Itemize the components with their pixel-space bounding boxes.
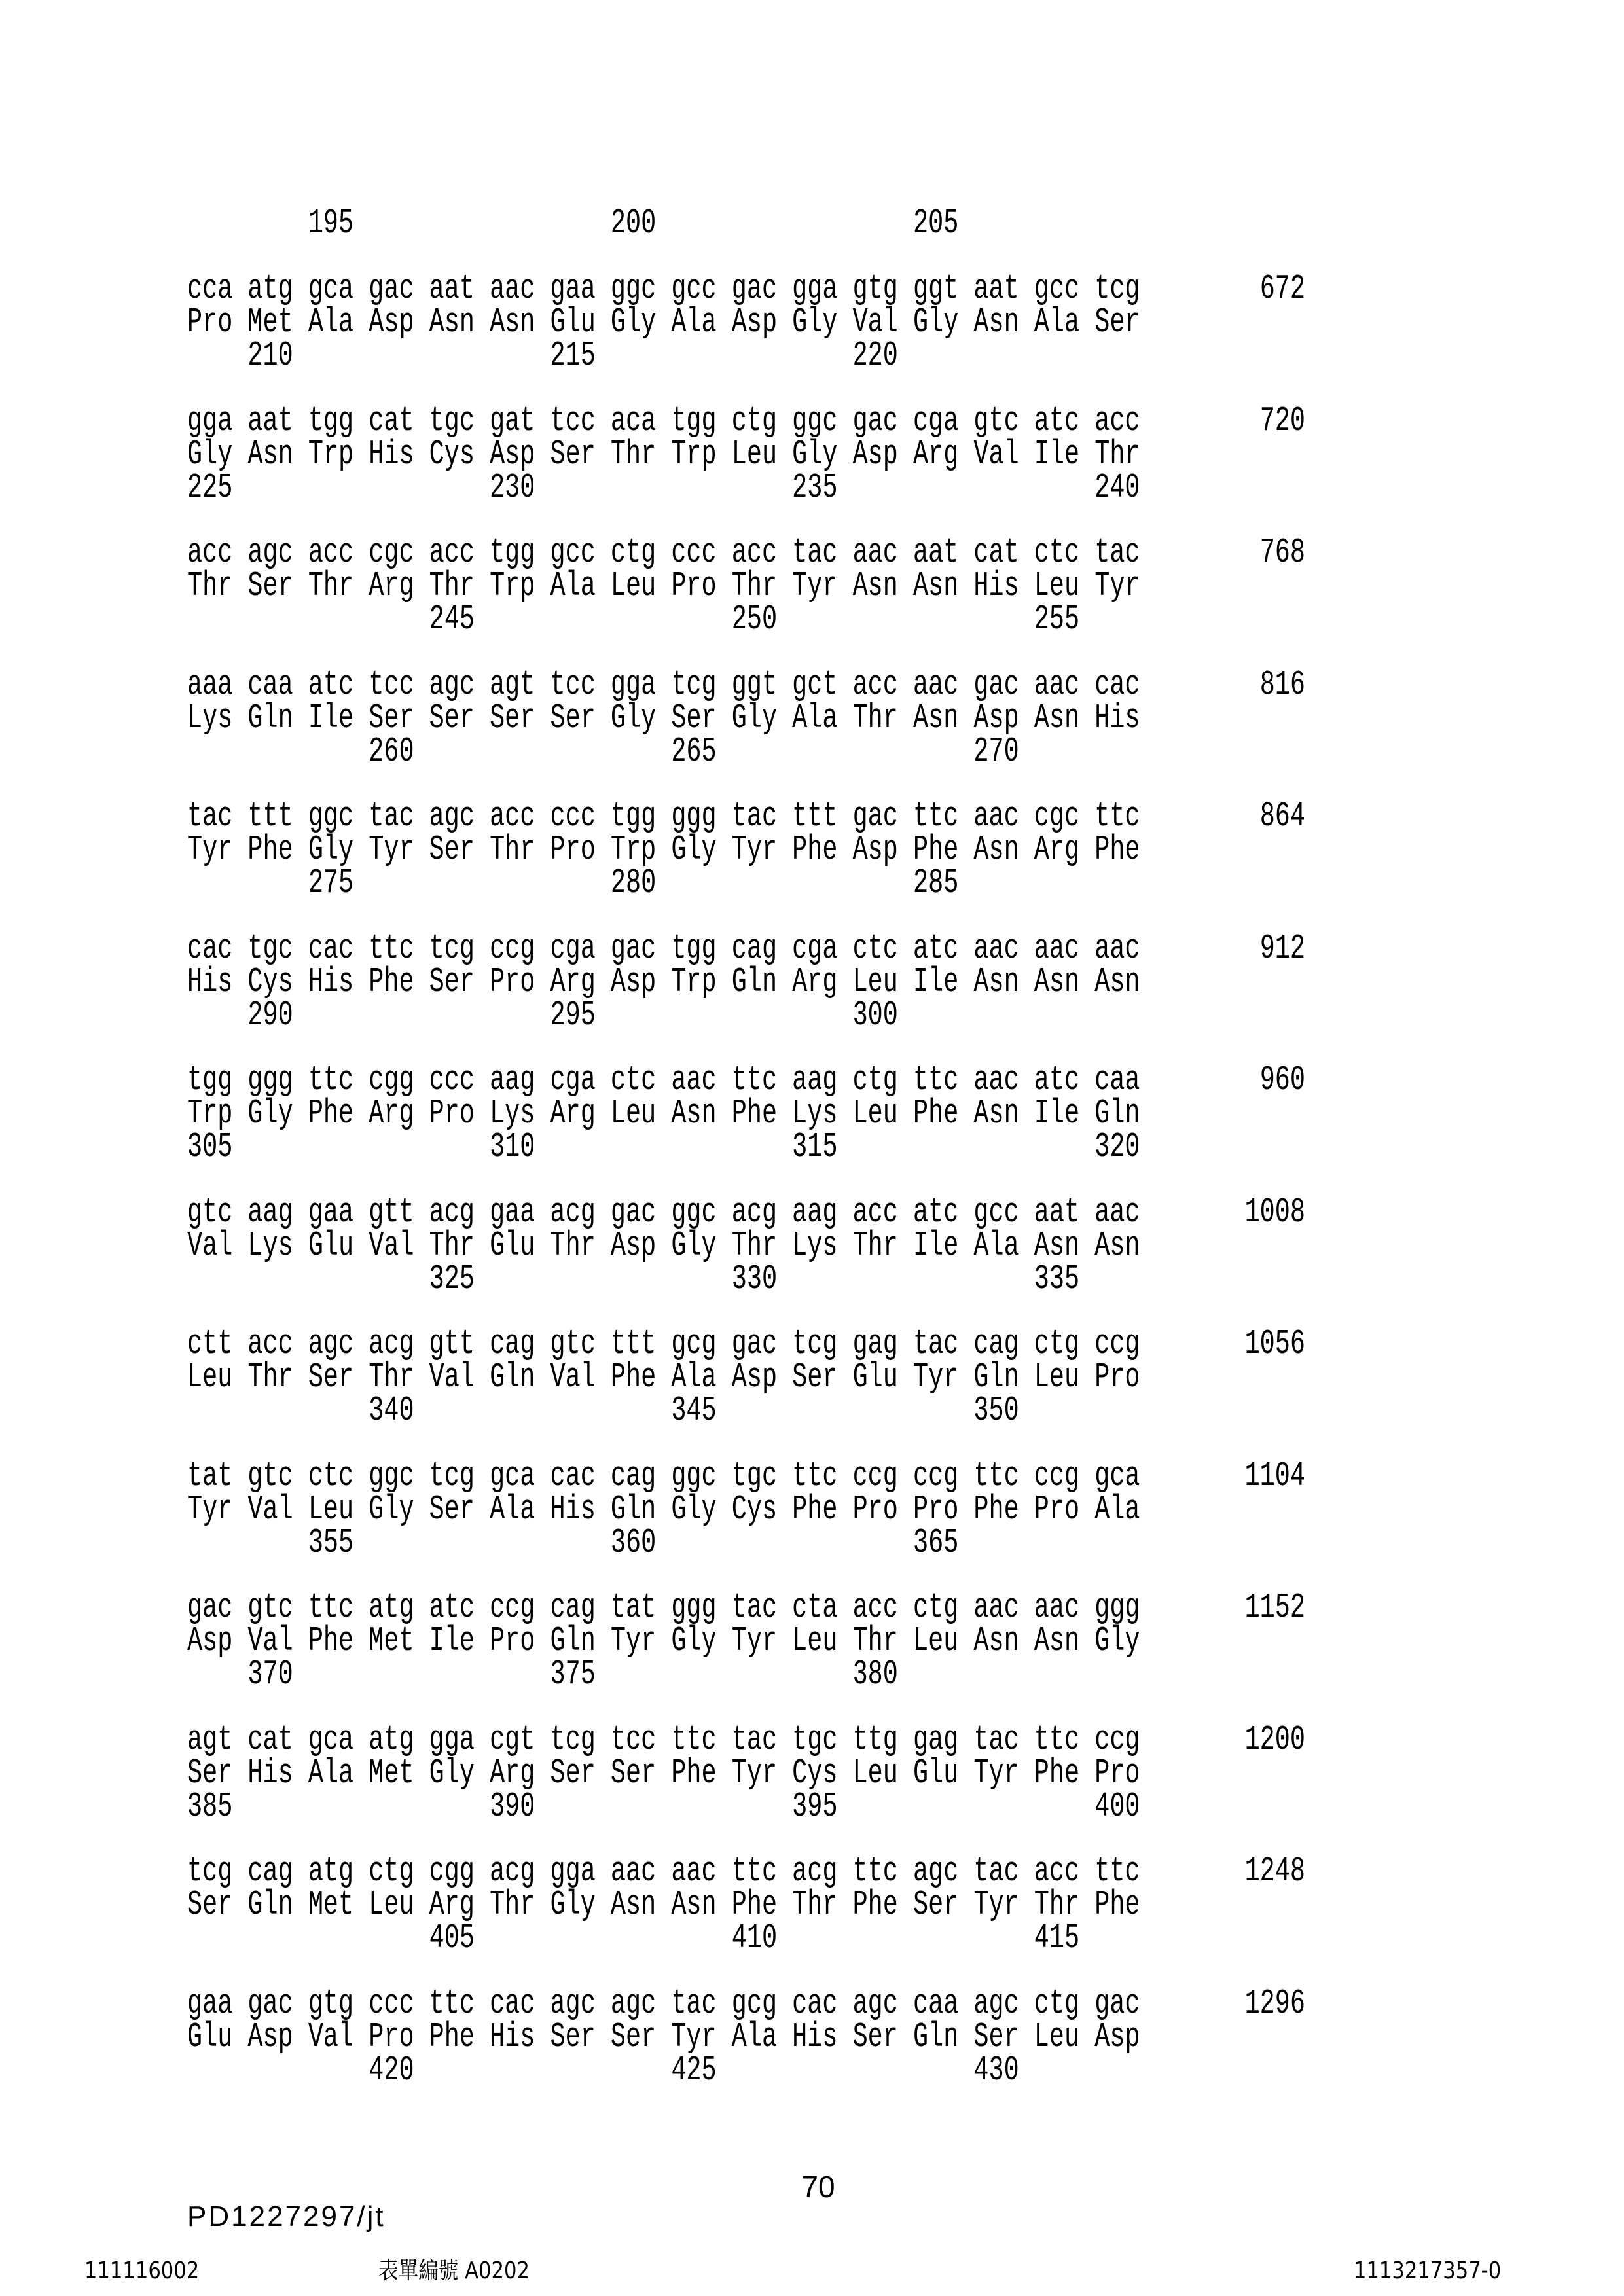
nucleotide-count: 912 bbox=[1259, 928, 1305, 969]
amino-acid-line: His Cys His Phe Ser Pro Arg Asp Trp Gln Arg Leu Ile Asn Asn Asn bbox=[187, 961, 1140, 1002]
residue-position-line: 355 360 365 bbox=[187, 1522, 959, 1563]
amino-acid-line: Tyr Val Leu Gly Ser Ala His Gln Gly Cys Phe Pro Pro Phe Pro Ala bbox=[187, 1489, 1140, 1530]
residue-position-line: 385 390 395 400 bbox=[187, 1786, 1140, 1827]
nucleotide-line: acc agc acc cgc acc tgg gcc ctg ccc acc tac aac aat cat ctc tac bbox=[187, 532, 1140, 573]
nucleotide-count: 816 bbox=[1259, 664, 1305, 705]
residue-position-line: 420 425 430 bbox=[187, 2050, 1019, 2090]
nucleotide-count: 1152 bbox=[1244, 1587, 1305, 1628]
header-position-numbers: 195 200 205 bbox=[187, 203, 959, 243]
nucleotide-count: 672 bbox=[1259, 268, 1305, 309]
amino-acid-line: Ser His Ala Met Gly Arg Ser Ser Phe Tyr Cys Leu Glu Tyr Phe Pro bbox=[187, 1753, 1140, 1793]
amino-acid-line: Trp Gly Phe Arg Pro Lys Arg Leu Asn Phe Lys Leu Phe Asn Ile Gln bbox=[187, 1093, 1140, 1134]
nucleotide-line: aaa caa atc tcc agc agt tcc gga tcg ggt gct acc aac gac aac cac bbox=[187, 664, 1140, 705]
nucleotide-line: gtc aag gaa gtt acg gaa acg gac ggc acg aag acc atc gcc aat aac bbox=[187, 1192, 1140, 1232]
amino-acid-line: Thr Ser Thr Arg Thr Trp Ala Leu Pro Thr Tyr Asn Asn His Leu Tyr bbox=[187, 565, 1140, 606]
nucleotide-count: 1008 bbox=[1244, 1192, 1305, 1232]
residue-position-line: 370 375 380 bbox=[187, 1654, 898, 1695]
nucleotide-count: 1296 bbox=[1244, 1983, 1305, 2024]
nucleotide-count: 1056 bbox=[1244, 1323, 1305, 1364]
nucleotide-count: 1200 bbox=[1244, 1719, 1305, 1760]
nucleotide-line: tcg cag atg ctg cgg acg gga aac aac ttc acg ttc agc tac acc ttc bbox=[187, 1851, 1140, 1892]
nucleotide-line: gac gtc ttc atg atc ccg cag tat ggg tac cta acc ctg aac aac ggg bbox=[187, 1587, 1140, 1628]
residue-position-line: 210 215 220 bbox=[187, 335, 898, 376]
footer-right-code: 1113217357-0 bbox=[1354, 2257, 1502, 2284]
amino-acid-line: Gly Asn Trp His Cys Asp Ser Thr Trp Leu Gly Asp Arg Val Ile Thr bbox=[187, 434, 1140, 475]
footer-left-code: 111116002 bbox=[84, 2257, 200, 2284]
nucleotide-count: 864 bbox=[1259, 796, 1305, 836]
page-number: 70 bbox=[801, 2170, 835, 2204]
residue-position-line: 405 410 415 bbox=[187, 1918, 1080, 1958]
amino-acid-line: Lys Gln Ile Ser Ser Ser Ser Gly Ser Gly Ala Thr Asn Asp Asn His bbox=[187, 698, 1140, 738]
amino-acid-line: Leu Thr Ser Thr Val Gln Val Phe Ala Asp Ser Glu Tyr Gln Leu Pro bbox=[187, 1357, 1140, 1397]
amino-acid-line: Val Lys Glu Val Thr Glu Thr Asp Gly Thr Lys Thr Ile Ala Asn Asn bbox=[187, 1225, 1140, 1266]
nucleotide-line: agt cat gca atg gga cgt tcg tcc ttc tac tgc ttg gag tac ttc ccg bbox=[187, 1719, 1140, 1760]
residue-position-line: 305 310 315 320 bbox=[187, 1126, 1140, 1167]
amino-acid-line: Glu Asp Val Pro Phe His Ser Ser Tyr Ala His Ser Gln Ser Leu Asp bbox=[187, 2017, 1140, 2057]
nucleotide-line: ctt acc agc acg gtt cag gtc ttt gcg gac tcg gag tac cag ctg ccg bbox=[187, 1323, 1140, 1364]
nucleotide-line: tac ttt ggc tac agc acc ccc tgg ggg tac ttt gac ttc aac cgc ttc bbox=[187, 796, 1140, 836]
footer-form-number: 表單編號 A0202 bbox=[378, 2257, 530, 2284]
residue-position-line: 225 230 235 240 bbox=[187, 467, 1140, 508]
amino-acid-line: Ser Gln Met Leu Arg Thr Gly Asn Asn Phe Thr Phe Ser Tyr Thr Phe bbox=[187, 1884, 1140, 1925]
document-reference: PD1227297/jt bbox=[187, 2200, 386, 2233]
nucleotide-line: tgg ggg ttc cgg ccc aag cga ctc aac ttc aag ctg ttc aac atc caa bbox=[187, 1060, 1140, 1100]
nucleotide-count: 960 bbox=[1259, 1060, 1305, 1100]
nucleotide-count: 768 bbox=[1259, 532, 1305, 573]
nucleotide-count: 1248 bbox=[1244, 1851, 1305, 1892]
nucleotide-count: 1104 bbox=[1244, 1456, 1305, 1496]
residue-position-line: 340 345 350 bbox=[187, 1390, 1019, 1431]
nucleotide-line: cac tgc cac ttc tcg ccg cga gac tgg cag cga ctc atc aac aac aac bbox=[187, 928, 1140, 969]
residue-position-line: 260 265 270 bbox=[187, 731, 1019, 772]
nucleotide-count: 720 bbox=[1259, 401, 1305, 441]
nucleotide-line: tat gtc ctc ggc tcg gca cac cag ggc tgc ttc ccg ccg ttc ccg gca bbox=[187, 1456, 1140, 1496]
amino-acid-line: Pro Met Ala Asp Asn Asn Glu Gly Ala Asp Gly Val Gly Asn Ala Ser bbox=[187, 302, 1140, 342]
nucleotide-line: gga aat tgg cat tgc gat tcc aca tgg ctg ggc gac cga gtc atc acc bbox=[187, 401, 1140, 441]
residue-position-line: 325 330 335 bbox=[187, 1259, 1080, 1299]
amino-acid-line: Tyr Phe Gly Tyr Ser Thr Pro Trp Gly Tyr Phe Asp Phe Asn Arg Phe bbox=[187, 829, 1140, 870]
nucleotide-line: gaa gac gtg ccc ttc cac agc agc tac gcg cac agc caa agc ctg gac bbox=[187, 1983, 1140, 2024]
residue-position-line: 275 280 285 bbox=[187, 863, 959, 903]
nucleotide-line: cca atg gca gac aat aac gaa ggc gcc gac gga gtg ggt aat gcc tcg bbox=[187, 268, 1140, 309]
residue-position-line: 245 250 255 bbox=[187, 599, 1080, 639]
amino-acid-line: Asp Val Phe Met Ile Pro Gln Tyr Gly Tyr Leu Thr Leu Asn Asn Gly bbox=[187, 1621, 1140, 1661]
residue-position-line: 290 295 300 bbox=[187, 995, 898, 1035]
